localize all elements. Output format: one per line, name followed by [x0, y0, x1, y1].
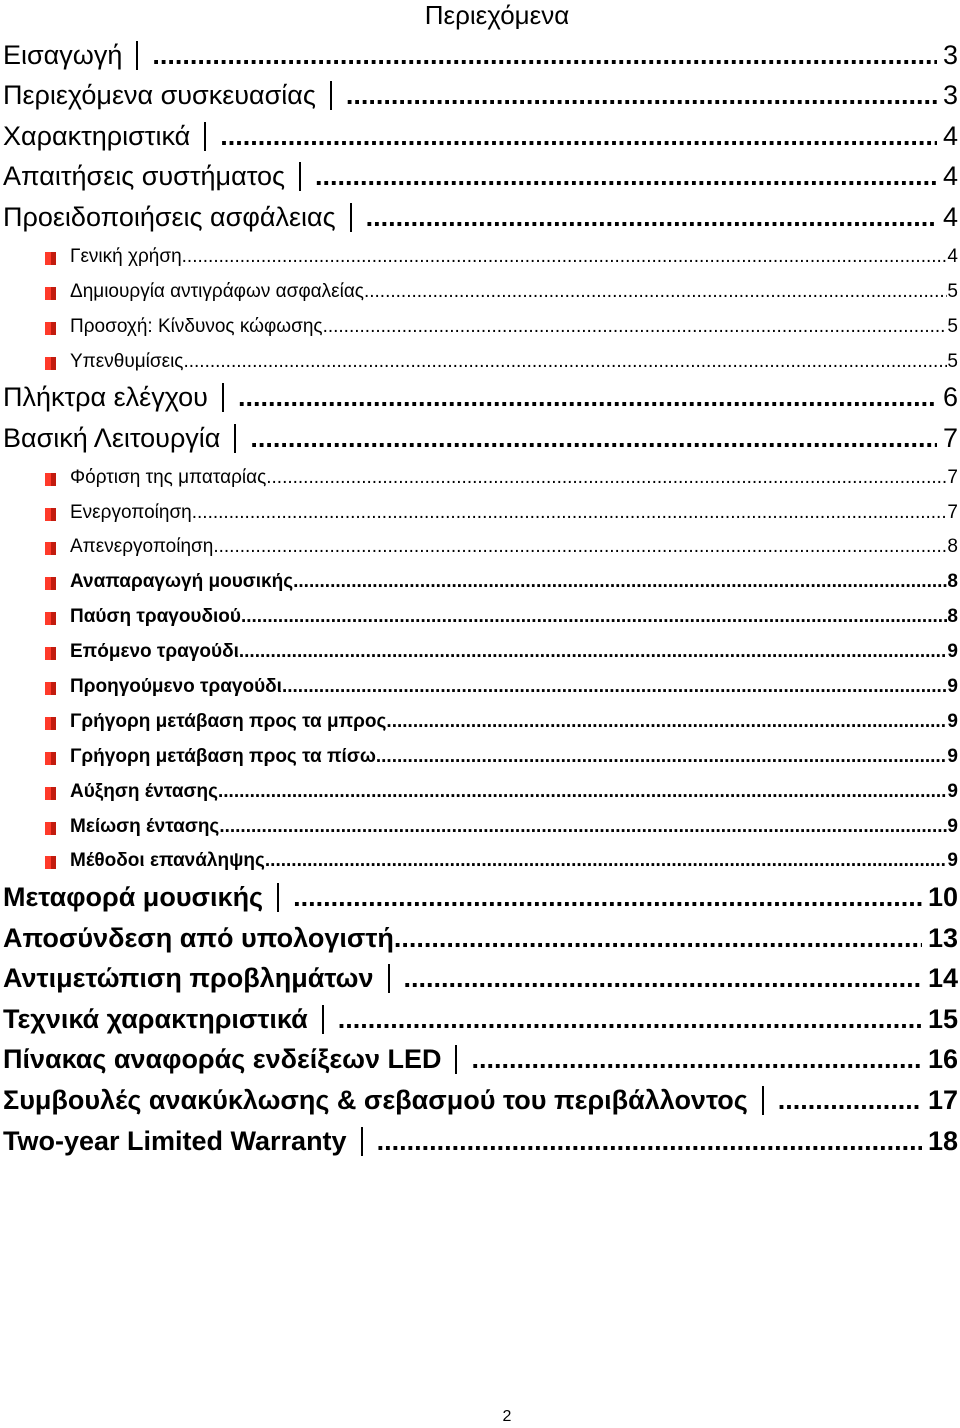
dot-leader — [238, 382, 937, 415]
dot-leader — [220, 121, 937, 154]
cursor-bar — [222, 383, 224, 412]
bullet-icon — [45, 682, 56, 695]
bullet-icon — [45, 647, 56, 660]
toc-entry-label: Μείωση έντασης — [70, 815, 220, 837]
toc-entry-label: Δημιουργία αντιγράφων ασφαλείας — [70, 280, 364, 302]
dot-leader — [376, 746, 948, 770]
toc-subentry[interactable] — [3, 270, 958, 305]
toc-entry-label: Αύξηση έντασης — [70, 780, 218, 802]
dot-leader — [366, 202, 937, 235]
toc-entry-label: Αναπαραγωγή μουσικής — [70, 571, 294, 593]
toc-page-number: 17 — [927, 1084, 958, 1115]
toc-subentry[interactable] — [3, 340, 958, 375]
toc-entry[interactable] — [3, 1077, 958, 1118]
toc-page-number: 4 — [942, 201, 958, 232]
toc-page-number: 4 — [942, 120, 958, 151]
dot-leader — [377, 1126, 922, 1159]
toc-subentry[interactable] — [3, 770, 958, 805]
toc-entry[interactable] — [3, 113, 958, 154]
dot-leader — [778, 1085, 922, 1118]
dot-leader — [213, 536, 947, 560]
toc-subentry[interactable] — [3, 305, 958, 340]
toc-page-number: 8 — [947, 536, 958, 558]
toc-subentry[interactable] — [3, 840, 958, 875]
toc-page-number: 15 — [927, 1003, 958, 1034]
toc-entry-label: Χαρακτηριστικά — [3, 120, 191, 151]
toc-page-number: 8 — [947, 606, 958, 628]
page-title: Περιεχόμενα — [424, 0, 570, 30]
cursor-bar — [299, 162, 301, 191]
toc-entry-label: Συμβουλές ανακύκλωσης & σεβασμού του περιβάλλοντος — [3, 1084, 748, 1115]
toc-entry-label: Γενική χρήση — [70, 245, 182, 267]
dot-leader — [152, 40, 937, 73]
toc-entry-label: Πλήκτρα ελέγχου — [3, 382, 208, 413]
dot-leader — [239, 641, 948, 665]
dot-leader — [386, 711, 947, 735]
dot-leader — [404, 963, 922, 996]
cursor-bar — [330, 81, 332, 110]
toc-page-number: 6 — [942, 382, 958, 413]
toc-page-number: 9 — [947, 780, 958, 802]
toc-entry[interactable] — [3, 154, 958, 195]
toc-entry-label: Εισαγωγή — [3, 39, 123, 70]
cursor-bar — [277, 883, 279, 912]
dot-leader — [182, 246, 948, 270]
toc-page-number: 3 — [942, 80, 958, 111]
dot-leader — [282, 676, 947, 700]
bullet-icon — [45, 717, 56, 730]
toc-entry[interactable] — [3, 996, 958, 1037]
toc-subentry[interactable] — [3, 526, 958, 561]
toc-page-number: 9 — [947, 641, 958, 663]
dot-leader — [219, 816, 947, 840]
toc-page-number: 9 — [947, 815, 958, 837]
toc-page-number: 4 — [947, 245, 958, 267]
toc-entry-label: Απενεργοποίηση — [70, 536, 214, 558]
toc-entry[interactable] — [3, 73, 958, 114]
toc-entry-label: Βασική Λειτουργία — [3, 422, 221, 453]
dot-leader — [265, 850, 948, 874]
cursor-bar — [455, 1045, 457, 1074]
toc-subentry[interactable] — [3, 491, 958, 526]
toc-entry-label: Τεχνικά χαρακτηριστικά — [3, 1003, 308, 1034]
toc-page-number: 10 — [927, 882, 958, 912]
toc-subentry[interactable] — [3, 700, 958, 735]
toc-subentry[interactable] — [3, 665, 958, 700]
toc-page-number: 5 — [947, 315, 958, 337]
toc-entry-label: Μεταφορά μουσικής — [3, 882, 264, 912]
bullet-icon — [45, 542, 56, 555]
toc-entry-label: Two-year Limited Warranty — [3, 1125, 347, 1156]
bullet-icon — [45, 856, 56, 869]
toc-entry[interactable] — [3, 1037, 958, 1078]
toc-entry-label: Μέθοδοι επανάληψης — [70, 850, 265, 872]
toc-entry[interactable] — [3, 194, 958, 235]
toc-entry-label: Προσοχή: Κίνδυνος κώφωσης — [70, 315, 323, 337]
toc-entry[interactable] — [3, 915, 958, 956]
dot-leader — [250, 423, 937, 456]
bullet-icon — [45, 752, 56, 765]
toc-page-number: 9 — [947, 710, 958, 732]
toc-entry-label: Επόμενο τραγούδι — [70, 641, 239, 663]
cursor-bar — [361, 1127, 363, 1156]
toc-page-number: 18 — [927, 1125, 958, 1156]
toc-page-number: 8 — [947, 571, 958, 593]
cursor-bar — [762, 1086, 764, 1115]
dot-leader — [323, 316, 948, 340]
cursor-bar — [204, 122, 206, 151]
page-number: 2 — [502, 1408, 512, 1425]
toc-subentry[interactable] — [3, 805, 958, 840]
toc-page-number: 4 — [942, 161, 958, 192]
dot-leader — [266, 467, 947, 491]
toc-subentry[interactable] — [3, 595, 958, 630]
toc-entry-label: Φόρτιση της μπαταρίας — [70, 466, 267, 488]
toc-page-number: 16 — [927, 1044, 958, 1075]
toc-entry[interactable] — [3, 375, 958, 416]
toc-subentry[interactable] — [3, 735, 958, 770]
toc-entry-label: Υπενθυμίσεις — [70, 350, 184, 372]
toc-subentry[interactable] — [3, 560, 958, 595]
bullet-icon — [45, 508, 56, 521]
toc-page-number: 3 — [942, 39, 958, 70]
dot-leader — [183, 351, 947, 375]
bullet-icon — [45, 612, 56, 625]
bullet-icon — [45, 822, 56, 835]
toc-subentry[interactable] — [3, 235, 958, 270]
dot-leader — [218, 781, 947, 805]
toc-page-number: 5 — [947, 280, 958, 302]
toc-entry-label: Γρήγορη μετάβαση προς τα μπρος — [70, 710, 387, 732]
dot-leader — [241, 606, 947, 630]
toc-entry-label: Περιεχόμενα συσκευασίας — [3, 80, 316, 111]
cursor-bar — [322, 1005, 324, 1034]
toc-entry[interactable] — [3, 874, 958, 915]
toc-page-number: 9 — [947, 745, 958, 767]
toc-page-number: 9 — [947, 675, 958, 697]
dot-leader — [346, 80, 937, 113]
bullet-icon — [45, 577, 56, 590]
toc-entry-label: Αντιμετώπιση προβλημάτων — [3, 963, 374, 994]
toc-entry-label: Προηγούμενο τραγούδι — [70, 675, 282, 697]
cursor-bar — [234, 424, 236, 453]
bullet-icon — [45, 287, 56, 300]
toc-entry[interactable] — [3, 32, 958, 73]
cursor-bar — [388, 964, 390, 993]
toc-page-number: 9 — [947, 850, 958, 872]
toc-entry-label: Πίνακας αναφοράς ενδείξεων LED — [3, 1044, 442, 1075]
table-of-contents — [3, 32, 958, 1159]
bullet-icon — [45, 322, 56, 335]
bullet-icon — [45, 473, 56, 486]
toc-entry[interactable] — [3, 956, 958, 997]
toc-page-number: 7 — [942, 422, 958, 453]
bullet-icon — [45, 252, 56, 265]
toc-entry-label: Παύση τραγουδιού — [70, 606, 241, 628]
toc-entry-label: Αποσύνδεση από υπολογιστή — [3, 922, 394, 953]
cursor-bar — [350, 203, 352, 232]
toc-entry-label: Απαιτήσεις συστήματος — [3, 161, 286, 192]
toc-entry[interactable] — [3, 1118, 958, 1159]
toc-page-number: 7 — [947, 501, 958, 523]
toc-entry[interactable] — [3, 415, 958, 456]
bullet-icon — [45, 357, 56, 370]
toc-entry-label: Ενεργοποίηση — [70, 501, 192, 523]
toc-entry-label: Προειδοποιήσεις ασφάλειας — [3, 201, 336, 232]
toc-entry-label: Γρήγορη μετάβαση προς τα πίσω — [70, 745, 376, 767]
toc-page-number: 14 — [927, 963, 958, 994]
bullet-icon — [45, 787, 56, 800]
dot-leader — [192, 502, 948, 526]
toc-page-number: 13 — [927, 922, 958, 953]
dot-leader — [394, 923, 922, 956]
toc-page-number: 7 — [947, 466, 958, 488]
dot-leader — [471, 1044, 921, 1077]
toc-subentry[interactable] — [3, 630, 958, 665]
dot-leader — [364, 281, 947, 305]
dot-leader — [338, 1004, 922, 1037]
toc-subentry[interactable] — [3, 456, 958, 491]
dot-leader — [293, 571, 947, 595]
toc-page-number: 5 — [947, 350, 958, 372]
dot-leader — [293, 882, 922, 915]
dot-leader — [315, 161, 937, 194]
cursor-bar — [136, 41, 138, 70]
